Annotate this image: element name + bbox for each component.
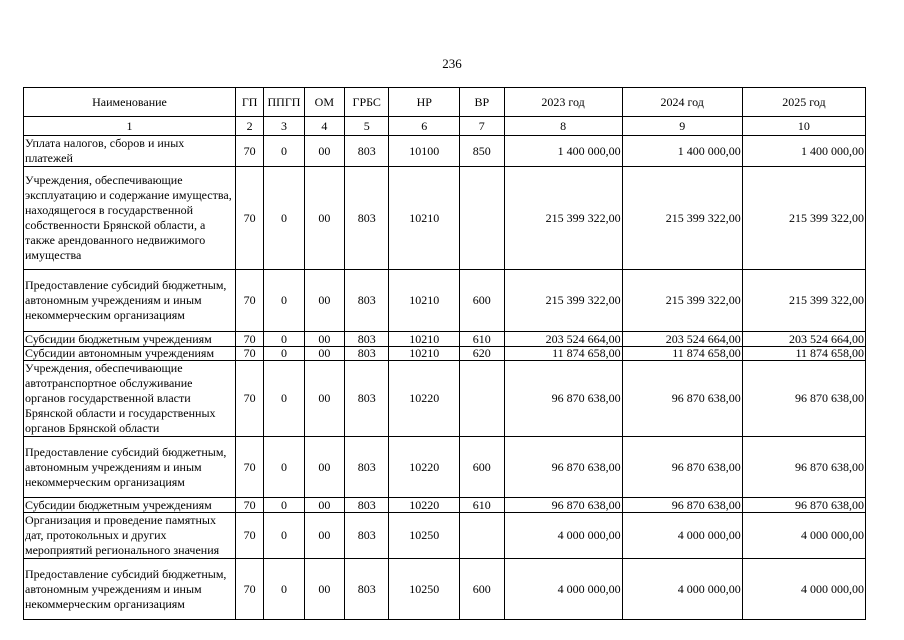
row-vr bbox=[460, 361, 504, 437]
row-nr: 10210 bbox=[389, 270, 460, 332]
header-cell: ГРБС bbox=[345, 88, 389, 117]
row-grbs: 803 bbox=[345, 498, 389, 513]
row-grbs: 803 bbox=[345, 347, 389, 361]
header-cell: Наименование bbox=[24, 88, 236, 117]
header-cell: ОМ bbox=[304, 88, 344, 117]
column-number: 10 bbox=[742, 117, 865, 136]
header-cell: 2025 год bbox=[742, 88, 865, 117]
row-name: Уплата налогов, сборов и иных платежей bbox=[24, 136, 236, 167]
row-om: 00 bbox=[304, 167, 344, 270]
row-amount-2024: 203 524 664,00 bbox=[622, 332, 742, 347]
column-number: 1 bbox=[24, 117, 236, 136]
row-om: 00 bbox=[304, 513, 344, 559]
row-amount-2024: 11 874 658,00 bbox=[622, 347, 742, 361]
column-number: 4 bbox=[304, 117, 344, 136]
row-grbs: 803 bbox=[345, 167, 389, 270]
row-amount-2024: 1 400 000,00 bbox=[622, 136, 742, 167]
row-amount-2025: 96 870 638,00 bbox=[742, 361, 865, 437]
header-cell: 2024 год bbox=[622, 88, 742, 117]
table-row bbox=[24, 513, 866, 559]
row-nr: 10100 bbox=[389, 136, 460, 167]
row-nr: 10210 bbox=[389, 332, 460, 347]
row-name: Учреждения, обеспечивающие эксплуатацию и содержание имущества, находящегося в государственной собственности Брянской области, а также арендованного недвижимого имущества bbox=[24, 167, 236, 270]
column-number: 6 bbox=[389, 117, 460, 136]
row-gp: 70 bbox=[236, 332, 264, 347]
row-ppgp: 0 bbox=[264, 347, 304, 361]
row-amount-2023: 96 870 638,00 bbox=[504, 498, 622, 513]
row-gp: 70 bbox=[236, 361, 264, 437]
row-nr: 10220 bbox=[389, 437, 460, 498]
row-amount-2025: 215 399 322,00 bbox=[742, 270, 865, 332]
row-amount-2025: 96 870 638,00 bbox=[742, 498, 865, 513]
column-number: 9 bbox=[622, 117, 742, 136]
row-om: 00 bbox=[304, 498, 344, 513]
row-name: Предоставление субсидий бюджетным, автономным учреждениям и иным некоммерческим организациям bbox=[24, 437, 236, 498]
row-amount-2024: 4 000 000,00 bbox=[622, 513, 742, 559]
table-row bbox=[24, 270, 866, 332]
row-name: Учреждения, обеспечивающие автотранспортное обслуживание органов государственной власти Брянской области и государственных органов Брянской области bbox=[24, 361, 236, 437]
row-amount-2024: 96 870 638,00 bbox=[622, 437, 742, 498]
row-ppgp: 0 bbox=[264, 498, 304, 513]
row-om: 00 bbox=[304, 559, 344, 620]
row-vr bbox=[460, 167, 504, 270]
table-row bbox=[24, 498, 866, 513]
row-amount-2025: 4 000 000,00 bbox=[742, 513, 865, 559]
row-ppgp: 0 bbox=[264, 513, 304, 559]
row-grbs: 803 bbox=[345, 361, 389, 437]
row-ppgp: 0 bbox=[264, 437, 304, 498]
row-om: 00 bbox=[304, 437, 344, 498]
row-om: 00 bbox=[304, 136, 344, 167]
row-amount-2023: 4 000 000,00 bbox=[504, 559, 622, 620]
row-vr: 620 bbox=[460, 347, 504, 361]
row-ppgp: 0 bbox=[264, 167, 304, 270]
column-number: 7 bbox=[460, 117, 504, 136]
column-number: 2 bbox=[236, 117, 264, 136]
row-amount-2025: 4 000 000,00 bbox=[742, 559, 865, 620]
row-vr: 610 bbox=[460, 498, 504, 513]
row-name: Субсидии бюджетным учреждениям bbox=[24, 332, 236, 347]
row-ppgp: 0 bbox=[264, 332, 304, 347]
row-amount-2023: 96 870 638,00 bbox=[504, 437, 622, 498]
row-amount-2023: 4 000 000,00 bbox=[504, 513, 622, 559]
row-nr: 10210 bbox=[389, 167, 460, 270]
header-cell: 2023 год bbox=[504, 88, 622, 117]
budget-table bbox=[23, 87, 866, 620]
row-vr: 850 bbox=[460, 136, 504, 167]
table-row bbox=[24, 136, 866, 167]
column-number: 3 bbox=[264, 117, 304, 136]
table-row bbox=[24, 559, 866, 620]
row-amount-2023: 11 874 658,00 bbox=[504, 347, 622, 361]
row-grbs: 803 bbox=[345, 270, 389, 332]
table-row bbox=[24, 332, 866, 347]
row-grbs: 803 bbox=[345, 136, 389, 167]
row-ppgp: 0 bbox=[264, 559, 304, 620]
row-name: Предоставление субсидий бюджетным, автономным учреждениям и иным некоммерческим организациям bbox=[24, 559, 236, 620]
row-amount-2023: 203 524 664,00 bbox=[504, 332, 622, 347]
row-gp: 70 bbox=[236, 437, 264, 498]
row-ppgp: 0 bbox=[264, 270, 304, 332]
row-grbs: 803 bbox=[345, 559, 389, 620]
row-om: 00 bbox=[304, 332, 344, 347]
row-amount-2025: 215 399 322,00 bbox=[742, 167, 865, 270]
row-grbs: 803 bbox=[345, 332, 389, 347]
row-gp: 70 bbox=[236, 513, 264, 559]
row-vr: 600 bbox=[460, 270, 504, 332]
row-amount-2023: 96 870 638,00 bbox=[504, 361, 622, 437]
row-nr: 10220 bbox=[389, 498, 460, 513]
row-amount-2025: 11 874 658,00 bbox=[742, 347, 865, 361]
column-number: 5 bbox=[345, 117, 389, 136]
header-cell: НР bbox=[389, 88, 460, 117]
row-vr: 610 bbox=[460, 332, 504, 347]
row-om: 00 bbox=[304, 347, 344, 361]
row-gp: 70 bbox=[236, 498, 264, 513]
row-nr: 10210 bbox=[389, 347, 460, 361]
header-cell: ВР bbox=[460, 88, 504, 117]
row-amount-2024: 4 000 000,00 bbox=[622, 559, 742, 620]
row-nr: 10250 bbox=[389, 559, 460, 620]
column-number: 8 bbox=[504, 117, 622, 136]
header-cell: ГП bbox=[236, 88, 264, 117]
row-amount-2024: 215 399 322,00 bbox=[622, 167, 742, 270]
table-row bbox=[24, 437, 866, 498]
row-gp: 70 bbox=[236, 347, 264, 361]
column-number-row bbox=[24, 117, 866, 136]
table-row bbox=[24, 167, 866, 270]
row-gp: 70 bbox=[236, 559, 264, 620]
row-gp: 70 bbox=[236, 270, 264, 332]
table-header-row bbox=[24, 88, 866, 117]
row-gp: 70 bbox=[236, 136, 264, 167]
row-amount-2025: 96 870 638,00 bbox=[742, 437, 865, 498]
table-row bbox=[24, 361, 866, 437]
row-amount-2023: 215 399 322,00 bbox=[504, 270, 622, 332]
row-om: 00 bbox=[304, 270, 344, 332]
row-amount-2025: 1 400 000,00 bbox=[742, 136, 865, 167]
row-grbs: 803 bbox=[345, 437, 389, 498]
row-vr bbox=[460, 513, 504, 559]
row-name: Предоставление субсидий бюджетным, автономным учреждениям и иным некоммерческим организациям bbox=[24, 270, 236, 332]
row-amount-2024: 96 870 638,00 bbox=[622, 361, 742, 437]
row-amount-2024: 96 870 638,00 bbox=[622, 498, 742, 513]
row-ppgp: 0 bbox=[264, 136, 304, 167]
row-name: Субсидии бюджетным учреждениям bbox=[24, 498, 236, 513]
row-nr: 10250 bbox=[389, 513, 460, 559]
row-name: Субсидии автономным учреждениям bbox=[24, 347, 236, 361]
table-row bbox=[24, 347, 866, 361]
row-name: Организация и проведение памятных дат, протокольных и других мероприятий регионального значения bbox=[24, 513, 236, 559]
row-gp: 70 bbox=[236, 167, 264, 270]
row-vr: 600 bbox=[460, 559, 504, 620]
row-amount-2024: 215 399 322,00 bbox=[622, 270, 742, 332]
header-cell: ППГП bbox=[264, 88, 304, 117]
row-ppgp: 0 bbox=[264, 361, 304, 437]
row-vr: 600 bbox=[460, 437, 504, 498]
page-number: 236 bbox=[442, 56, 462, 71]
row-amount-2025: 203 524 664,00 bbox=[742, 332, 865, 347]
row-amount-2023: 215 399 322,00 bbox=[504, 167, 622, 270]
row-grbs: 803 bbox=[345, 513, 389, 559]
row-nr: 10220 bbox=[389, 361, 460, 437]
row-om: 00 bbox=[304, 361, 344, 437]
row-amount-2023: 1 400 000,00 bbox=[504, 136, 622, 167]
